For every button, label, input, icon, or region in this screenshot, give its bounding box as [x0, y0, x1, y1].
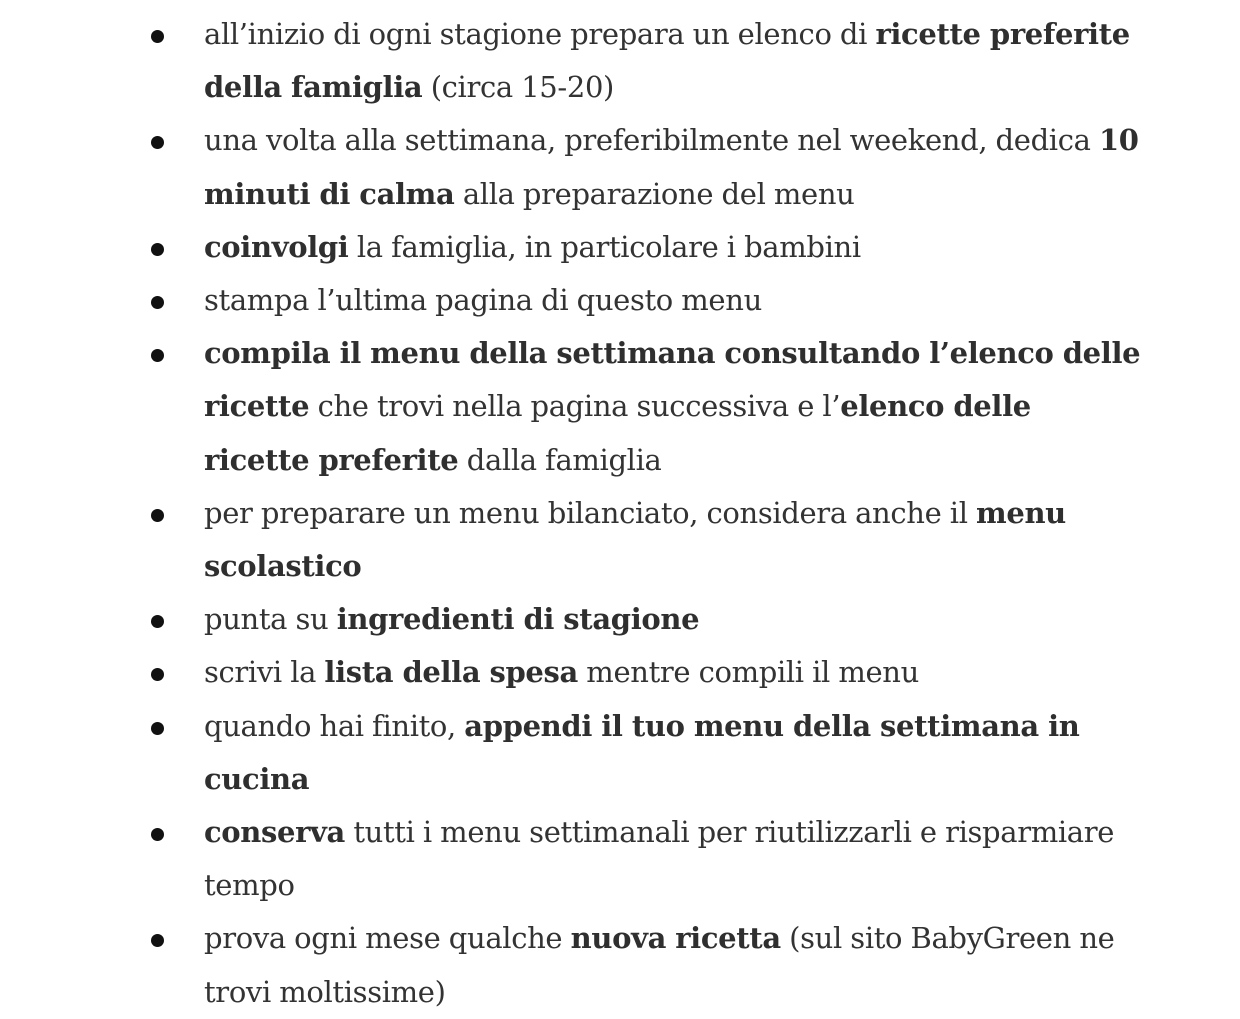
tip-item — [0, 912, 1240, 1018]
tip-text-bold: compila il menu della settimana consultando l’elenco delle ricette — [204, 336, 1141, 424]
tip-item — [0, 274, 1240, 327]
tip-text: tutti i menu settimanali per riutilizzarli e risparmiare tempo — [204, 815, 1115, 903]
tip-item — [0, 700, 1240, 806]
tip-text: (circa 15-20) — [422, 70, 615, 105]
tip-text: (sul sito BabyGreen ne trovi moltissime) — [204, 921, 1115, 1009]
tip-text-bold: menu scolastico — [204, 495, 1066, 584]
tip-text: dalla famiglia — [458, 442, 662, 477]
bullet-icon — [151, 668, 164, 681]
tip-text: prova ogni mese qualche — [204, 921, 571, 956]
bullet-icon — [151, 243, 164, 256]
tip-text: all’inizio di ogni stagione prepara un elenco di — [204, 17, 876, 51]
bullet-icon — [151, 722, 164, 735]
tip-text-bold: ingredienti di stagione — [336, 602, 700, 637]
bullet-icon — [151, 934, 164, 947]
tip-text-bold: elenco delle ricette preferite — [204, 389, 1031, 477]
bullet-icon — [151, 296, 164, 309]
tip-text: punta su — [204, 602, 337, 637]
tip-text-bold: lista della spesa — [324, 655, 578, 690]
tip-text: mentre compili il menu — [577, 655, 919, 690]
bullet-icon — [151, 30, 164, 43]
bullet-icon — [151, 349, 164, 362]
tip-text: per preparare un menu bilanciato, considera anche il — [204, 495, 977, 530]
tip-text: la famiglia, in particolare i bambini — [348, 229, 861, 264]
tip-item — [0, 221, 1240, 274]
tip-text: quando hai finito, — [204, 708, 465, 743]
tip-text: una volta alla settimana, preferibilmente nel weekend, dedica — [204, 123, 1099, 158]
tip-text: scrivi la — [204, 655, 325, 690]
tip-text: stampa l’ultima pagina di questo menu — [204, 283, 762, 318]
tip-item — [0, 8, 1240, 114]
tips-list — [0, 8, 1240, 1019]
tip-text-bold: conserva — [204, 815, 345, 850]
tip-item — [0, 114, 1240, 220]
tip-item — [0, 593, 1240, 646]
tip-text-bold: ricette preferite della famiglia — [204, 17, 1130, 105]
tip-item — [0, 646, 1240, 699]
tip-item — [0, 806, 1240, 912]
tip-item — [0, 327, 1240, 487]
tip-item — [0, 487, 1240, 593]
tip-text-bold: coinvolgi — [204, 229, 349, 264]
bullet-icon — [151, 828, 164, 841]
bullet-icon — [151, 615, 164, 628]
bullet-icon — [151, 509, 164, 522]
tip-text-bold: nuova ricetta — [570, 921, 781, 956]
bullet-icon — [151, 136, 164, 149]
tip-text: alla preparazione del menu — [454, 176, 855, 211]
tip-text: che trovi nella pagina successiva e l’ — [309, 389, 841, 424]
tip-text-bold: 10 minuti di calma — [204, 123, 1139, 211]
tip-text-bold: appendi il tuo menu della settimana in cucina — [204, 708, 1080, 796]
